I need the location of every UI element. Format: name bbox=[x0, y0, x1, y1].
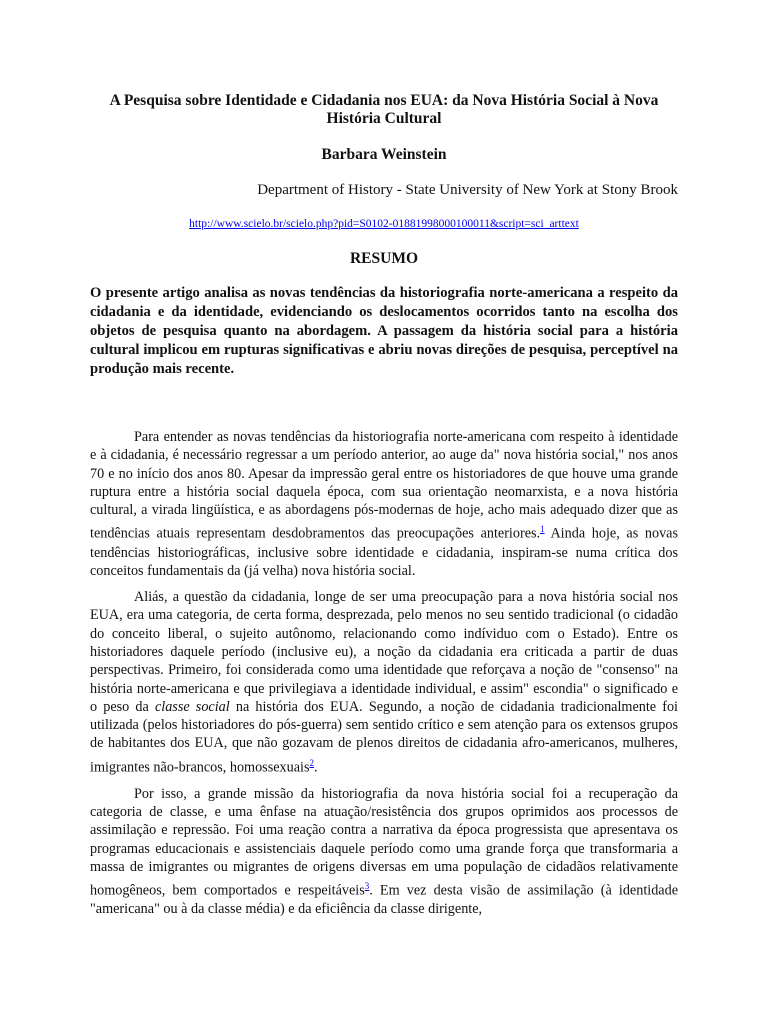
abstract-heading: RESUMO bbox=[349, 250, 419, 267]
source-url-link[interactable]: http://www.scielo.br/scielo.php?pid=S0102-01881998000100011&script=sci_arttext bbox=[189, 218, 579, 230]
paragraph-text: Ainda hoje, as novas tendências historiográficas, inclusive sobre identidade e cidadania, inspiram-se numa crítica dos conceitos fundamentais da (já velha) nova história social. bbox=[90, 526, 678, 579]
article-body bbox=[90, 428, 678, 927]
body-paragraph-1 bbox=[90, 428, 678, 580]
paragraph-text: Aliás, a questão da cidadania, longe de ser uma preocupação para a nova história social nos EUA, era uma categoria, de certa forma, desprezada, pelo menos no seu sentido tradicional (o cidadão do conceito liberal, o sujeito autônomo, relacionando como indíviduo com o Estado). Entre os historiadores daquele período (inclusive eu), a noção da cidadania era criticada a partir de duas perspectivas. Primeiro, foi considerada como uma identidade que reforçava a noção de "consenso" na história norte-americana e que privilegiava a identidade individual, e assim" escondia" o significado e o peso da bbox=[90, 589, 678, 715]
body-paragraph-2 bbox=[90, 588, 678, 777]
paragraph-text: Por isso, a grande missão da historiografia da nova história social foi a recuperação da categoria de classe, e uma ênfase na atuação/resistência dos grupos oprimidos aos processos de assimilação e repressão. Foi uma reação contra a narrativa da época progressista que apresentava os programas educacionais e assistenciais daquele período como uma grande força que transformaria a massa de imigrantes ou migrantes de origens diversas em uma população de cidadãos relativamente homogêneos, bem comportados e respeitáveis bbox=[90, 785, 678, 900]
abstract-text: O presente artigo analisa as novas tendências da historiografia norte-americana a respeito da cidadania e da identidade, evidenciando os deslocamentos ocorridos tanto na escolha dos objetos de pesquisa quanto na abordagem. A passagem da história social para a história cultural implicou em rupturas significativas e abriu novas direções de pesquisa, perceptível na produção mais recente. bbox=[90, 285, 678, 377]
article-title: A Pesquisa sobre Identidade e Cidadania nos EUA: da Nova História Social à Nova História Cultural bbox=[109, 92, 659, 127]
author-name: Barbara Weinstein bbox=[321, 146, 447, 163]
paragraph-text: na história dos EUA. Segundo, a noção de cidadania tradicionalmente foi utilizada (pelos historiadores do pós-guerra) sem sentido crítico e sem atenção para os extensos grupos de habitantes dos EUA, que não gozavam de plenos direitos de cidadania afro-americanos, mulheres, imigrantes não-brancos, homossexuais bbox=[90, 698, 678, 776]
footnote-link-2[interactable]: 2 bbox=[309, 757, 314, 768]
emphasis-text: classe social bbox=[154, 698, 230, 715]
footnote-link-1[interactable]: 1 bbox=[540, 524, 545, 535]
paragraph-text: . bbox=[313, 759, 318, 776]
author-affiliation: Department of History - State University of New York at Stony Brook bbox=[257, 182, 678, 198]
paragraph-text: Para entender as novas tendências da historiografia norte-americana com respeito à identidade e à cidadania, é necessário regressar a um período anterior, ao auge da" nova história social," nos anos 70 e no início dos anos 80. Apesar da impressão geral entre os historiadores de que houve uma grande ruptura entre a história social daquela época, com sua orientação neomarxista, e a nova história cultural, a virada lingüística, e as abordagens pós-modernas de hoje, acho mais adequado dizer que as tendências atuais representam desdobramentos das preocupações anteriores. bbox=[90, 429, 678, 543]
body-paragraph-3 bbox=[90, 785, 678, 919]
paragraph-text: . Em vez desta visão de assimilação (à identidade "americana" ou à da classe média) e da eficiência da classe dirigente, bbox=[90, 883, 678, 918]
footnote-link-3[interactable]: 3 bbox=[364, 881, 370, 892]
